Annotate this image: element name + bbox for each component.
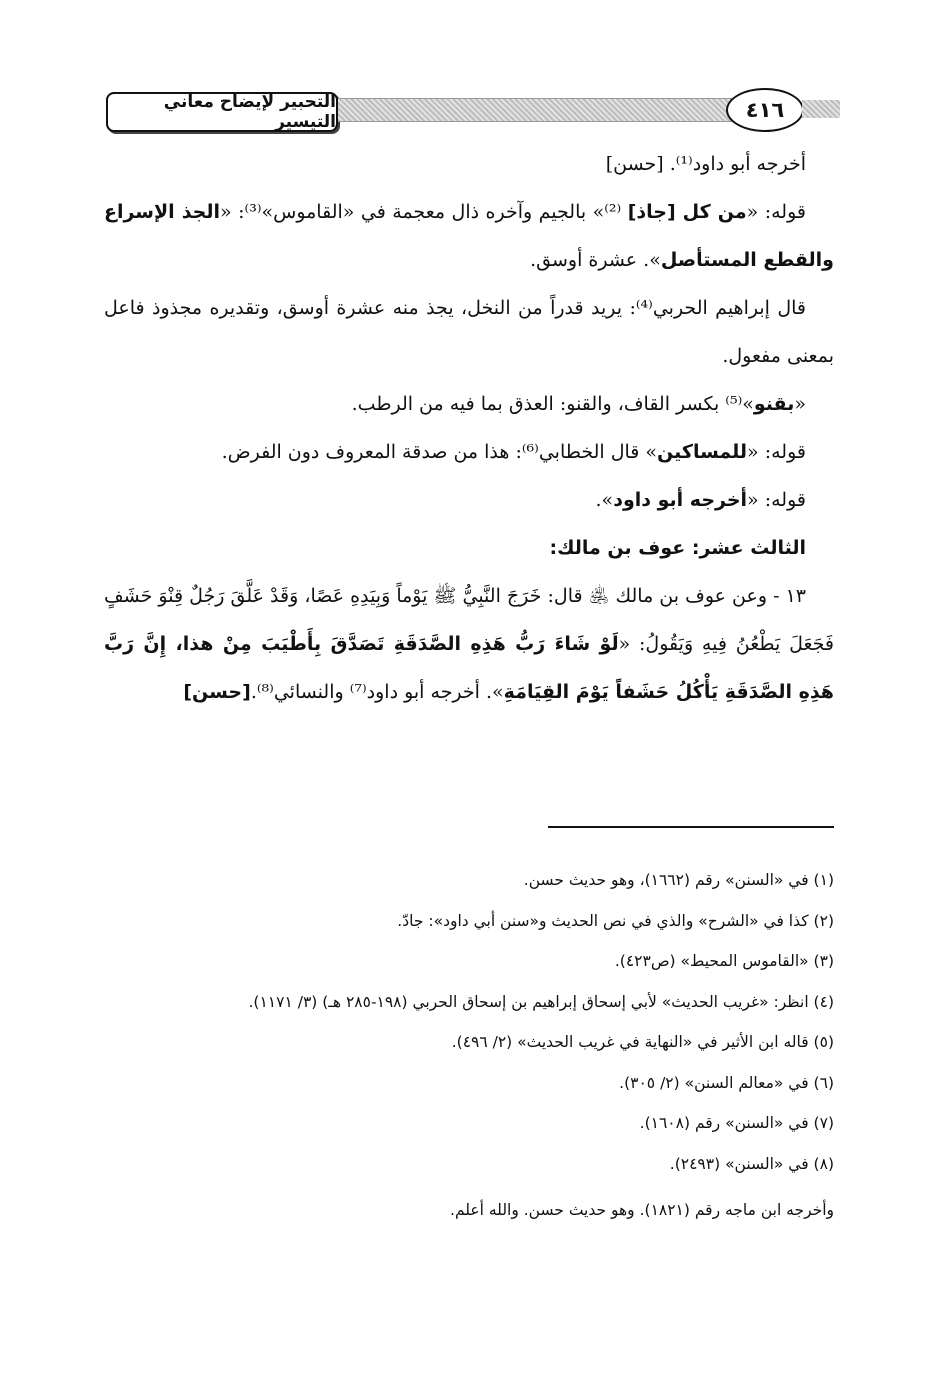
footnote: (٨) في «السنن» (٢٤٩٣). [669,1154,834,1173]
footnote: (٦) في «معالم السنن» (٢/ ٣٠٥). [619,1073,834,1092]
footnotes [104,860,834,1230]
final-note: وأخرجه ابن ماجه رقم (١٨٢١). وهو حديث حسن. والله أعلم. [450,1201,834,1219]
footnote: (٥) قاله ابن الأثير في «النهاية في غريب الحديث» (٢/ ٤٩٦). [451,1033,834,1051]
paragraph-jadh: قوله: «من كل [جاذ] ⁽²⁾» بالجيم وآخره ذال معجمة في «القاموس»⁽³⁾: «الجذ الإسراع والقطع المستأصل». عشرة أوسق. [104,201,834,271]
hadith-paragraph: ١٣ - وعن عوف بن مالك ﵁ قال: خَرَجَ النَّبِيُّ ﷺ يَوْماً وَبِيَدِهِ عَصًا، وَقَدْ عَلَّقَ رَجُلٌ قِنْوَ حَشَفٍ فَجَعَلَ يَطْعُنُ فِيهِ وَيَقُولُ: «لَوْ شَاءَ رَبُّ هَذِهِ الصَّدَقَةِ تَصَدَّقَ بِأَطْيَبَ مِنْ هذا، إِنَّ رَبَّ هَذِهِ الصَّدَقَةِ يَأْكُلُ حَشَفاً يَوْمَ القِيَامَةِ». أخرجه أبو داود⁽⁷⁾ والنسائي⁽⁸⁾.[حسن] [104,585,834,703]
bold-definition: الجذ الإسراع والقطع المستأصل [104,201,834,271]
section-heading: الثالث عشر: عوف بن مالك: [549,537,806,559]
footnote: (٢) كذا في «الشرح» والذي في نص الحديث و«سنن أبي داود»: جادّ. [397,911,834,930]
hadith-quote: لَوْ شَاءَ رَبُّ هَذِهِ الصَّدَقَةِ تَصَدَّقَ بِأَطْيَبَ مِنْ هذا، إِنَّ رَبَّ هَذِهِ الصَّدَقَةِ يَأْكُلُ حَشَفاً يَوْمَ القِيَامَةِ [104,633,834,703]
header-ornament-tail [802,100,840,118]
header-ornament-band [338,98,788,122]
footnote: (٣) «القاموس المحيط» (ص٤٢٣). [614,952,834,970]
footnote: (٤) انظر: «غريب الحديث» لأبي إسحاق إبراهيم بن إسحاق الحربي (١٩٨-٢٨٥ هـ) (٣/ ١١٧١). [248,992,834,1011]
footnote-separator [548,826,834,828]
paragraph-masakin: قوله: «للمساكين» قال الخطابي⁽⁶⁾: هذا من صدقة المعروف دون الفرض. [221,441,806,463]
paragraph-source: أخرجه أبو داود⁽¹⁾. [حسن] [605,153,806,175]
bold-term: للمساكين [657,441,748,463]
paragraph-qinw: «بقنو»⁽⁵⁾ بكسر القاف، والقنو: العذق بما فيه من الرطب. [351,393,806,415]
main-text [104,140,834,716]
paragraph-harbi: قال إبراهيم الحربي⁽⁴⁾: يريد قدراً من النخل، يجذ منه عشرة أوسق، وتقديره مجذوذ فاعل بمعنى مفعول. [104,297,834,367]
bold-term: بقنو [753,393,795,415]
paragraph-abudawud: قوله: «أخرجه أبو داود». [595,489,806,511]
page-number: ٤١٦ [726,88,804,132]
bold-term: أخرجه أبو داود [613,489,748,511]
hadith-grade: [حسن] [183,681,251,703]
footnote: (٧) في «السنن» رقم (١٦٠٨). [639,1114,834,1132]
running-header [100,84,840,134]
bold-term: من كل [جاذ] [627,201,747,223]
footnote: (١) في «السنن» رقم (١٦٦٢)، وهو حديث حسن. [523,871,834,889]
book-title: التحبير لإيضاح معاني التيسير [106,92,338,132]
